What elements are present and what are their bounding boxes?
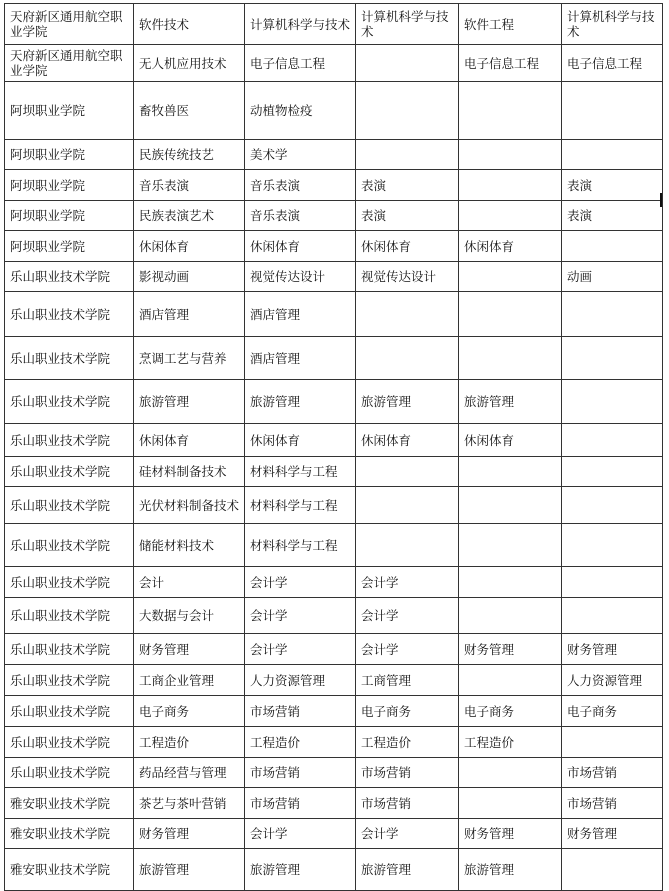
target-major-1-cell: 休闲体育 xyxy=(245,231,356,262)
table-row xyxy=(5,380,663,424)
major-cell: 民族传统技艺 xyxy=(134,140,245,170)
school-cell: 乐山职业技术学院 xyxy=(5,727,134,758)
target-major-2-cell: 会计学 xyxy=(356,598,459,634)
major-cell: 软件技术 xyxy=(134,4,245,45)
school-cell: 乐山职业技术学院 xyxy=(5,665,134,696)
target-major-1-cell: 材料科学与工程 xyxy=(245,524,356,567)
school-cell: 雅安职业技术学院 xyxy=(5,819,134,849)
target-major-2-cell: 休闲体育 xyxy=(356,231,459,262)
major-cell: 大数据与会计 xyxy=(134,598,245,634)
table-row xyxy=(5,634,663,665)
target-major-4-cell: 表演 xyxy=(562,201,663,231)
major-cell: 休闲体育 xyxy=(134,231,245,262)
target-major-3-cell xyxy=(459,758,562,788)
target-major-1-cell: 音乐表演 xyxy=(245,170,356,201)
target-major-4-cell xyxy=(562,292,663,337)
target-major-1-cell: 材料科学与工程 xyxy=(245,457,356,487)
target-major-3-cell xyxy=(459,170,562,201)
target-major-3-cell xyxy=(459,82,562,140)
target-major-1-cell: 材料科学与工程 xyxy=(245,487,356,524)
target-major-3-cell xyxy=(459,337,562,380)
school-cell: 雅安职业技术学院 xyxy=(5,788,134,819)
target-major-2-cell: 表演 xyxy=(356,201,459,231)
target-major-2-cell: 旅游管理 xyxy=(356,849,459,891)
target-major-4-cell xyxy=(562,524,663,567)
major-cell: 药品经营与管理 xyxy=(134,758,245,788)
target-major-1-cell: 电子信息工程 xyxy=(245,45,356,82)
target-major-3-cell: 休闲体育 xyxy=(459,231,562,262)
target-major-3-cell xyxy=(459,201,562,231)
table-row xyxy=(5,487,663,524)
target-major-4-cell: 电子商务 xyxy=(562,696,663,727)
major-cell: 酒店管理 xyxy=(134,292,245,337)
target-major-3-cell xyxy=(459,524,562,567)
scroll-marker xyxy=(660,193,662,207)
target-major-4-cell xyxy=(562,567,663,598)
school-cell: 乐山职业技术学院 xyxy=(5,634,134,665)
table-row xyxy=(5,4,663,45)
table-row xyxy=(5,457,663,487)
target-major-2-cell: 表演 xyxy=(356,170,459,201)
school-cell: 乐山职业技术学院 xyxy=(5,262,134,292)
school-cell: 乐山职业技术学院 xyxy=(5,337,134,380)
table-row xyxy=(5,231,663,262)
target-major-2-cell xyxy=(356,524,459,567)
school-cell: 乐山职业技术学院 xyxy=(5,567,134,598)
target-major-1-cell: 市场营销 xyxy=(245,788,356,819)
table-row xyxy=(5,201,663,231)
major-cell: 工程造价 xyxy=(134,727,245,758)
target-major-2-cell: 电子商务 xyxy=(356,696,459,727)
target-major-1-cell: 音乐表演 xyxy=(245,201,356,231)
school-cell: 天府新区通用航空职业学院 xyxy=(5,45,134,82)
target-major-4-cell xyxy=(562,849,663,891)
target-major-4-cell xyxy=(562,82,663,140)
major-cell: 烹调工艺与营养 xyxy=(134,337,245,380)
school-cell: 乐山职业技术学院 xyxy=(5,380,134,424)
table-row xyxy=(5,696,663,727)
major-cell: 储能材料技术 xyxy=(134,524,245,567)
table-row xyxy=(5,45,663,82)
table-row xyxy=(5,665,663,696)
school-cell: 阿坝职业学院 xyxy=(5,170,134,201)
major-cell: 电子商务 xyxy=(134,696,245,727)
target-major-1-cell: 市场营销 xyxy=(245,758,356,788)
target-major-1-cell: 会计学 xyxy=(245,598,356,634)
major-cell: 旅游管理 xyxy=(134,849,245,891)
target-major-2-cell xyxy=(356,45,459,82)
school-cell: 阿坝职业学院 xyxy=(5,140,134,170)
target-major-4-cell: 市场营销 xyxy=(562,788,663,819)
major-cell: 茶艺与茶叶营销 xyxy=(134,788,245,819)
major-mapping-table xyxy=(4,3,663,891)
target-major-4-cell xyxy=(562,598,663,634)
target-major-4-cell xyxy=(562,727,663,758)
school-cell: 乐山职业技术学院 xyxy=(5,524,134,567)
table-body xyxy=(5,4,663,891)
table-row xyxy=(5,819,663,849)
table-row xyxy=(5,849,663,891)
table-row xyxy=(5,424,663,457)
target-major-2-cell: 工程造价 xyxy=(356,727,459,758)
target-major-2-cell xyxy=(356,457,459,487)
target-major-1-cell: 市场营销 xyxy=(245,696,356,727)
table-row xyxy=(5,337,663,380)
target-major-2-cell: 休闲体育 xyxy=(356,424,459,457)
major-cell: 财务管理 xyxy=(134,819,245,849)
target-major-2-cell xyxy=(356,82,459,140)
major-cell: 民族表演艺术 xyxy=(134,201,245,231)
school-cell: 阿坝职业学院 xyxy=(5,231,134,262)
table-row xyxy=(5,170,663,201)
target-major-2-cell: 计算机科学与技术 xyxy=(356,4,459,45)
target-major-4-cell xyxy=(562,487,663,524)
target-major-3-cell: 电子信息工程 xyxy=(459,45,562,82)
target-major-3-cell xyxy=(459,788,562,819)
target-major-2-cell: 旅游管理 xyxy=(356,380,459,424)
target-major-3-cell: 工程造价 xyxy=(459,727,562,758)
school-cell: 乐山职业技术学院 xyxy=(5,292,134,337)
major-cell: 硅材料制备技术 xyxy=(134,457,245,487)
target-major-1-cell: 会计学 xyxy=(245,567,356,598)
table-row xyxy=(5,788,663,819)
target-major-4-cell xyxy=(562,424,663,457)
target-major-3-cell: 旅游管理 xyxy=(459,380,562,424)
target-major-2-cell xyxy=(356,292,459,337)
target-major-2-cell xyxy=(356,337,459,380)
target-major-3-cell xyxy=(459,140,562,170)
target-major-3-cell xyxy=(459,665,562,696)
target-major-4-cell: 动画 xyxy=(562,262,663,292)
target-major-4-cell: 电子信息工程 xyxy=(562,45,663,82)
target-major-1-cell: 工程造价 xyxy=(245,727,356,758)
target-major-2-cell xyxy=(356,487,459,524)
major-cell: 财务管理 xyxy=(134,634,245,665)
sheet xyxy=(4,3,663,891)
major-cell: 无人机应用技术 xyxy=(134,45,245,82)
target-major-4-cell: 市场营销 xyxy=(562,758,663,788)
school-cell: 阿坝职业学院 xyxy=(5,201,134,231)
school-cell: 乐山职业技术学院 xyxy=(5,457,134,487)
major-cell: 音乐表演 xyxy=(134,170,245,201)
table-row xyxy=(5,82,663,140)
target-major-4-cell xyxy=(562,337,663,380)
table-row xyxy=(5,567,663,598)
target-major-1-cell: 人力资源管理 xyxy=(245,665,356,696)
target-major-1-cell: 旅游管理 xyxy=(245,380,356,424)
target-major-2-cell: 市场营销 xyxy=(356,758,459,788)
target-major-2-cell: 视觉传达设计 xyxy=(356,262,459,292)
target-major-1-cell: 旅游管理 xyxy=(245,849,356,891)
table-row xyxy=(5,262,663,292)
major-cell: 畜牧兽医 xyxy=(134,82,245,140)
target-major-1-cell: 会计学 xyxy=(245,819,356,849)
target-major-2-cell: 会计学 xyxy=(356,567,459,598)
target-major-4-cell xyxy=(562,140,663,170)
table-row xyxy=(5,598,663,634)
table-row xyxy=(5,524,663,567)
school-cell: 乐山职业技术学院 xyxy=(5,424,134,457)
target-major-1-cell: 会计学 xyxy=(245,634,356,665)
target-major-3-cell: 软件工程 xyxy=(459,4,562,45)
school-cell: 乐山职业技术学院 xyxy=(5,598,134,634)
major-cell: 光伏材料制备技术 xyxy=(134,487,245,524)
target-major-4-cell: 财务管理 xyxy=(562,634,663,665)
target-major-1-cell: 酒店管理 xyxy=(245,292,356,337)
target-major-3-cell xyxy=(459,262,562,292)
target-major-1-cell: 美术学 xyxy=(245,140,356,170)
target-major-1-cell: 休闲体育 xyxy=(245,424,356,457)
target-major-4-cell xyxy=(562,457,663,487)
target-major-4-cell: 表演 xyxy=(562,170,663,201)
table-row xyxy=(5,727,663,758)
target-major-3-cell xyxy=(459,487,562,524)
target-major-4-cell: 计算机科学与技术 xyxy=(562,4,663,45)
major-cell: 休闲体育 xyxy=(134,424,245,457)
target-major-2-cell: 会计学 xyxy=(356,634,459,665)
target-major-1-cell: 视觉传达设计 xyxy=(245,262,356,292)
target-major-3-cell xyxy=(459,457,562,487)
target-major-3-cell xyxy=(459,567,562,598)
target-major-3-cell: 电子商务 xyxy=(459,696,562,727)
school-cell: 乐山职业技术学院 xyxy=(5,487,134,524)
target-major-2-cell: 市场营销 xyxy=(356,788,459,819)
table-row xyxy=(5,140,663,170)
table-row xyxy=(5,758,663,788)
target-major-4-cell xyxy=(562,380,663,424)
target-major-4-cell xyxy=(562,231,663,262)
target-major-2-cell xyxy=(356,140,459,170)
school-cell: 天府新区通用航空职业学院 xyxy=(5,4,134,45)
target-major-1-cell: 酒店管理 xyxy=(245,337,356,380)
school-cell: 雅安职业技术学院 xyxy=(5,849,134,891)
school-cell: 乐山职业技术学院 xyxy=(5,758,134,788)
target-major-2-cell: 工商管理 xyxy=(356,665,459,696)
target-major-3-cell xyxy=(459,292,562,337)
target-major-3-cell xyxy=(459,598,562,634)
target-major-1-cell: 动植物检疫 xyxy=(245,82,356,140)
target-major-2-cell: 会计学 xyxy=(356,819,459,849)
major-cell: 旅游管理 xyxy=(134,380,245,424)
school-cell: 乐山职业技术学院 xyxy=(5,696,134,727)
target-major-4-cell: 人力资源管理 xyxy=(562,665,663,696)
major-cell: 会计 xyxy=(134,567,245,598)
target-major-3-cell: 休闲体育 xyxy=(459,424,562,457)
major-cell: 工商企业管理 xyxy=(134,665,245,696)
table-row xyxy=(5,292,663,337)
target-major-1-cell: 计算机科学与技术 xyxy=(245,4,356,45)
target-major-3-cell: 财务管理 xyxy=(459,634,562,665)
target-major-4-cell: 财务管理 xyxy=(562,819,663,849)
target-major-3-cell: 财务管理 xyxy=(459,819,562,849)
target-major-3-cell: 旅游管理 xyxy=(459,849,562,891)
major-cell: 影视动画 xyxy=(134,262,245,292)
school-cell: 阿坝职业学院 xyxy=(5,82,134,140)
